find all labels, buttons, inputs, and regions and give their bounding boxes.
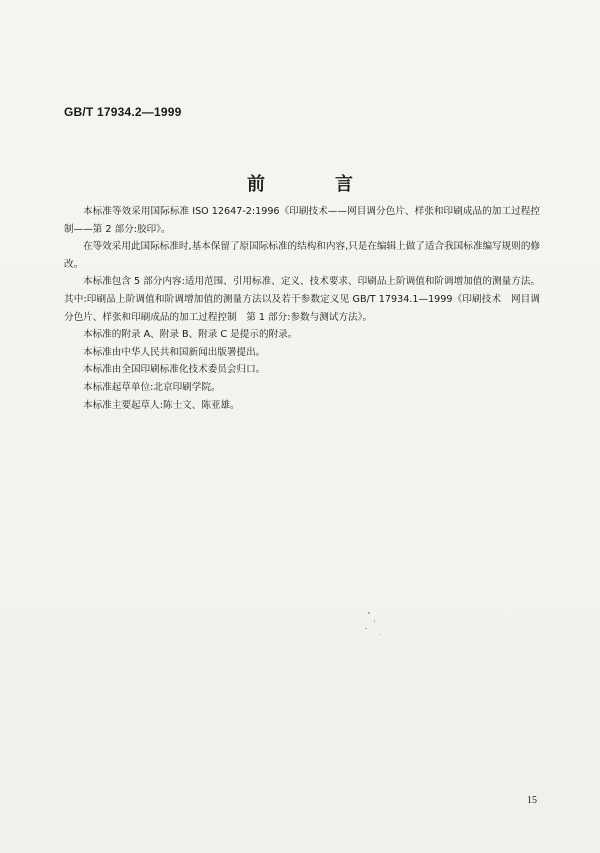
scan-speck [368, 612, 370, 614]
paragraph-drafting-unit: 本标准起草单位:北京印刷学院。 [83, 381, 221, 393]
page-title: 前 言 [247, 174, 379, 195]
paragraph-appendices: 本标准的附录 A、附录 B、附录 C 是提示的附录。 [83, 329, 298, 341]
standard-code: GB/T 17934.2—1999 [64, 105, 182, 119]
paragraph-editorial: 在等效采用此国际标准时,基本保留了原国际标准的结构和内容,只是在编辑上做了适合我国标准编写规则的修改。 [64, 241, 541, 270]
paragraph-adoption: 本标准等效采用国际标准 ISO 12647-2:1996《印刷技术——网目调分色片、样张和印刷成品的加工过程控制——第 2 部分:胶印》。 [64, 206, 540, 235]
scan-speck [380, 634, 381, 635]
scan-speck [365, 628, 367, 629]
paragraph-centralized-by: 本标准由全国印刷标准化技术委员会归口。 [83, 364, 266, 376]
page-number: 15 [527, 795, 537, 806]
scan-speck [374, 620, 375, 622]
foreword-body [64, 203, 540, 414]
paragraph-proposed-by: 本标准由中华人民共和国新闻出版署提出。 [83, 346, 266, 358]
paragraph-drafters: 本标准主要起草人:陈士文、陈亚雄。 [83, 399, 240, 411]
paragraph-contents: 本标准包含 5 部分内容:适用范围、引用标准、定义、技术要求、印刷品上阶调值和阶调增加值的测量方法。其中:印刷品上阶调值和阶调增加值的测量方法以及若干参数定义见 GB/T 17934.1—1999《印刷技术 网目调分色片、样张和印刷成品的加工过程控制 第 1 部分:参数与测试方法》。 [64, 276, 540, 323]
